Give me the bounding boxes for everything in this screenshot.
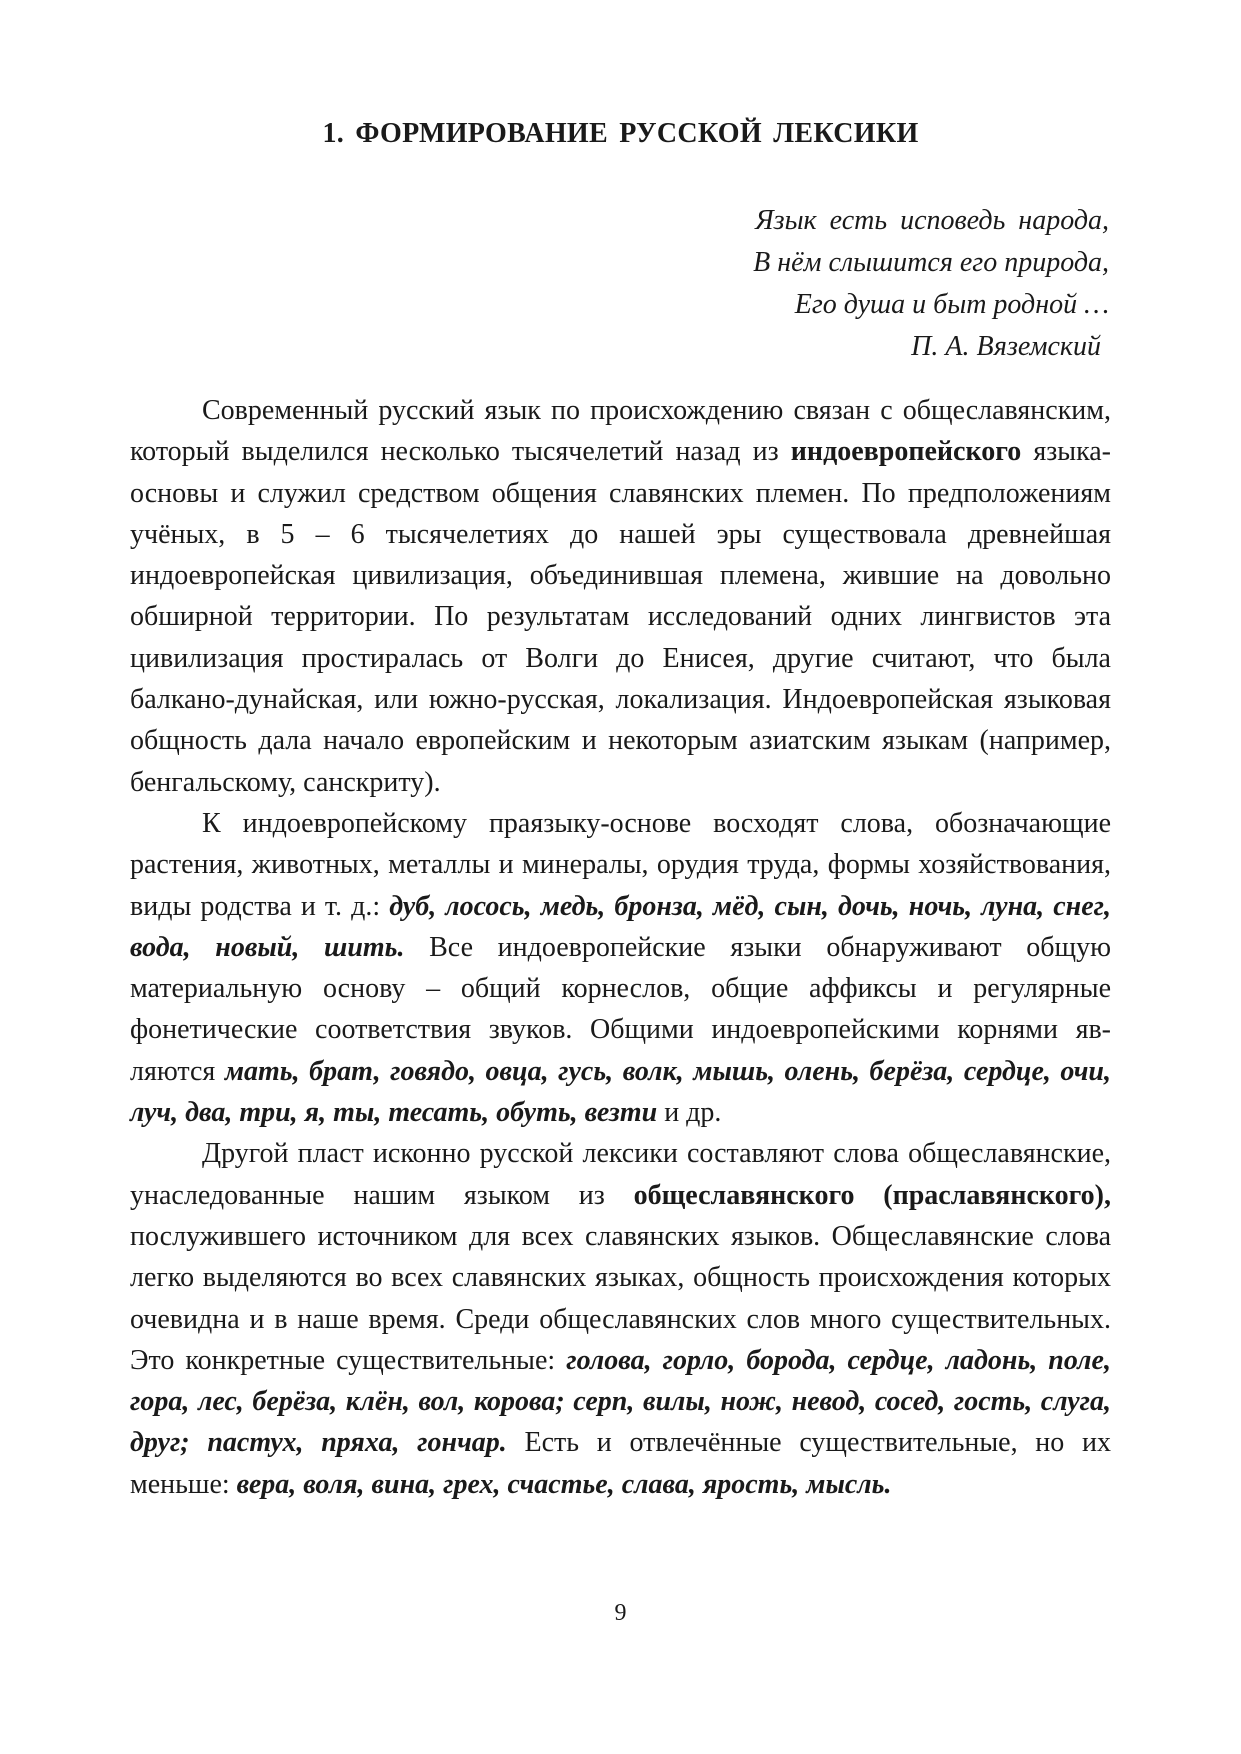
epigraph-line: В нём слышится его природа,: [753, 247, 1109, 278]
epigraph: [753, 200, 1109, 368]
paragraph-text: Другой пласт исконно русской лексики составляют слова общеславянские, унаследованные нашим языком из: [130, 1138, 1111, 1211]
paragraph-1: [130, 390, 1111, 803]
example-words: дуб, лосось, медь, бронза, мёд, сын, дочь, ночь, луна, снег, вода, новый, шить.: [130, 890, 1111, 963]
paragraph-text: Современный русский язык по происхождению связан с общеславянским, который выделился несколько тысячелетий назад из: [130, 395, 1111, 468]
paragraph-text: и др.: [657, 1097, 722, 1129]
paragraph-3: [130, 1133, 1111, 1505]
example-words: голова, горло, борода, сердце, ладонь, поле, гора, лес, берёза, клён, вол, корова; серп, вилы, нож, невод, сосед, гость, слуга, друг; пастух, пряха, гончар.: [130, 1344, 1111, 1459]
paragraph-text: языка-основы и служил средством общения славянских племен. По предположениям учёных, в 5 – 6 тысячелетиях до нашей эры существовала древнейшая индоевропейская цивилизация, объединившая племена, жившие на довольно обширной территории. По результатам исследований одних лингвистов эта цивилизация простиралась от Волги до Енисея, другие считают, что была балкано-дунайская, или южно-русская, локализация. Индоевропейская языковая общность дала начало европейским и некоторым азиатским языкам (например, бенгальскому, санскриту).: [130, 436, 1112, 798]
paragraph-text: послужившего источником для всех славянских языков. Общеславянские слова легко выделяются во всех славянских языках, общность происхождения которых очевидна и в наше время. Среди общеславянских слов много существительных. Это конкретные существительные:: [130, 1220, 1111, 1376]
bold-term: индоевропейского: [790, 436, 1022, 468]
example-words: мать, брат, говядо, овца, гусь, волк, мышь, олень, берёза, сердце, очи, луч, два, три, я, ты, тесать, обуть, везти: [130, 1055, 1111, 1129]
epigraph-line: Его душа и быт родной …: [794, 289, 1109, 320]
paragraph-text: Все индоевропейские языки обнаруживают общую материальную основу – общий корнеслов, общие аффиксы и регулярные фонетические соответствия звуков. Общими индоевропейскими корнями являются: [130, 931, 1111, 1087]
page-number: 9: [614, 1600, 627, 1626]
body-text: [130, 390, 1111, 1505]
epigraph-line: Язык есть исповедь народа,: [755, 205, 1109, 236]
paragraph-2: [130, 803, 1111, 1133]
bold-term: общеславянского (праславянского),: [633, 1179, 1111, 1211]
example-words: вера, воля, вина, грех, счастье, слава, ярость, мысль.: [236, 1468, 892, 1500]
paragraph-text: К индоевропейскому праязыку-основе восходят слова, обозначающие растения, животных, металлы и минералы, орудия труда, формы хозяйствования, виды родства и т. д.:: [130, 807, 1111, 922]
paragraph-text: Есть и отвлечённые существительные, но их меньше:: [130, 1427, 1111, 1500]
epigraph-author: П. А. Вяземский: [911, 331, 1101, 362]
chapter-title: 1. ФОРМИРОВАНИЕ РУССКОЙ ЛЕКСИКИ: [322, 118, 919, 149]
